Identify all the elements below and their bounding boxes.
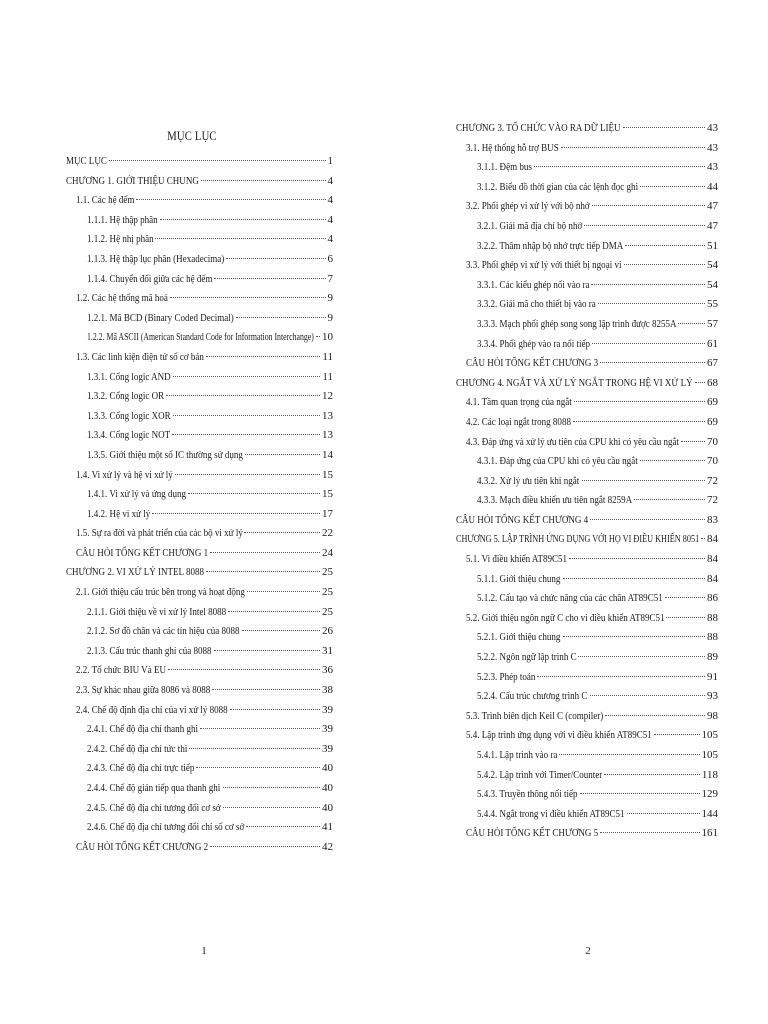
dot-leader bbox=[591, 283, 705, 285]
toc-entry-page: 67 bbox=[707, 357, 718, 370]
dot-leader bbox=[189, 747, 320, 749]
toc-entry-title: CHƯƠNG 5. LẬP TRÌNH ỨNG DỤNG VỚI HỌ VI ĐIỀU KHIỂN 8051 bbox=[456, 533, 700, 546]
toc-entry-title: 4.1. Tầm quan trọng của ngắt bbox=[466, 396, 572, 409]
toc-entry-page: 98 bbox=[707, 709, 718, 722]
toc-entry-title: 5.1.1. Giới thiệu chung bbox=[477, 572, 561, 585]
toc-entry-title: 2.1.1. Giới thiệu về vi xử lý Intel 8088 bbox=[87, 605, 227, 618]
toc-entry[interactable] bbox=[456, 785, 718, 805]
dot-leader bbox=[214, 649, 320, 651]
toc-entry-page: 57 bbox=[707, 317, 718, 330]
dot-leader bbox=[247, 590, 320, 592]
toc-entry[interactable] bbox=[66, 485, 333, 505]
toc-entry-title: 1.4.2. Hệ vi xử lý bbox=[87, 507, 151, 520]
toc-entry-title: 1.1.2. Hệ nhị phân bbox=[87, 233, 154, 246]
dot-leader bbox=[210, 845, 320, 847]
dot-leader bbox=[578, 655, 705, 657]
toc-entry[interactable] bbox=[66, 622, 333, 642]
toc-entry-title: CÂU HỎI TỔNG KẾT CHƯƠNG 5 bbox=[466, 827, 599, 840]
toc-entry-page: 4 bbox=[327, 194, 333, 207]
toc-entry-title: 4.3.3. Mạch điều khiển ưu tiên ngắt 8259A bbox=[477, 494, 633, 507]
toc-entry[interactable] bbox=[456, 354, 718, 374]
toc-entry[interactable] bbox=[456, 335, 718, 355]
toc-entry[interactable] bbox=[66, 524, 333, 544]
toc-entry[interactable] bbox=[66, 387, 333, 407]
toc-entry-page: 42 bbox=[322, 840, 333, 853]
toc-entry-page: 1 bbox=[327, 155, 333, 167]
toc-entry-page: 47 bbox=[707, 219, 718, 232]
toc-entry-page: 47 bbox=[707, 200, 718, 213]
dot-leader bbox=[206, 570, 320, 572]
toc-entry-page: 144 bbox=[701, 807, 718, 820]
toc-entry[interactable] bbox=[456, 746, 718, 766]
toc-entry-title: 1.2.1. Mã BCD (Binary Coded Decimal) bbox=[87, 311, 234, 324]
toc-entry-title: 3.3.1. Các kiểu ghép nối vào ra bbox=[477, 278, 590, 291]
dot-leader bbox=[561, 146, 705, 148]
toc-entry-page: 44 bbox=[707, 180, 718, 193]
toc-entry[interactable] bbox=[66, 152, 333, 172]
toc-entry[interactable] bbox=[66, 779, 333, 799]
toc-entry[interactable] bbox=[456, 530, 718, 550]
dot-leader bbox=[223, 806, 320, 808]
toc-title: MỤC LỤC bbox=[167, 128, 217, 143]
dot-leader bbox=[665, 596, 705, 598]
toc-entry[interactable] bbox=[456, 491, 718, 511]
toc-entry-page: 43 bbox=[707, 122, 718, 134]
toc-entry-title: 2.4.5. Chế độ địa chỉ tương đối cơ sở bbox=[87, 801, 221, 814]
toc-entry[interactable] bbox=[66, 642, 333, 662]
dot-leader bbox=[172, 433, 320, 435]
toc-entry[interactable] bbox=[66, 838, 333, 858]
dot-leader bbox=[573, 420, 705, 422]
dot-leader bbox=[236, 316, 326, 318]
toc-entry-title: 1.4.1. Vi xử lý và ứng dụng bbox=[87, 488, 187, 501]
toc-entry[interactable] bbox=[66, 446, 333, 466]
dot-leader bbox=[624, 263, 705, 265]
toc-entry-page: 6 bbox=[327, 252, 333, 265]
dot-leader bbox=[175, 473, 320, 475]
toc-entry[interactable] bbox=[456, 805, 718, 825]
dot-leader bbox=[584, 224, 705, 226]
toc-entry-page: 22 bbox=[322, 527, 333, 540]
toc-entry-page: 84 bbox=[707, 572, 718, 585]
toc-entry-page: 51 bbox=[707, 239, 718, 252]
toc-entry[interactable] bbox=[66, 230, 333, 250]
toc-entry-title: CÂU HỎI TỔNG KẾT CHƯƠNG 2 bbox=[76, 840, 209, 853]
dot-leader bbox=[598, 302, 705, 304]
dot-leader bbox=[245, 453, 320, 455]
toc-entry-page: 9 bbox=[327, 292, 333, 305]
toc-entry[interactable] bbox=[456, 197, 718, 217]
toc-entry-page: 14 bbox=[322, 448, 333, 461]
toc-entry-title: 3.2.2. Thâm nhập bộ nhớ trực tiếp DMA bbox=[477, 239, 624, 252]
toc-entry-page: 40 bbox=[322, 801, 333, 814]
dot-leader bbox=[666, 616, 705, 618]
dot-leader bbox=[228, 610, 320, 612]
dot-leader bbox=[590, 694, 705, 696]
toc-entry-page: 118 bbox=[701, 768, 718, 781]
toc-entry[interactable] bbox=[66, 720, 333, 740]
toc-entry-page: 15 bbox=[322, 488, 333, 501]
dot-leader bbox=[600, 831, 699, 833]
toc-entry-title: 1.3.4. Cổng logic NOT bbox=[87, 429, 171, 442]
dot-leader bbox=[592, 342, 705, 344]
toc-entry-title: 2.2. Tổ chức BIU Và EU bbox=[76, 664, 166, 677]
toc-entry-page: 4 bbox=[327, 213, 333, 226]
toc-entry-title: 3.1.1. Đệm bus bbox=[477, 161, 532, 174]
toc-entry-page: 69 bbox=[707, 415, 718, 428]
toc-entry-title: 2.3. Sự khác nhau giữa 8086 và 8088 bbox=[76, 684, 211, 697]
dot-leader bbox=[640, 459, 705, 461]
dot-leader bbox=[569, 557, 705, 559]
toc-entry-title: 5.2.4. Cấu trúc chương trình C bbox=[477, 690, 588, 703]
toc-entry-page: 38 bbox=[322, 684, 333, 697]
toc-entry[interactable] bbox=[66, 191, 333, 211]
dot-leader bbox=[200, 727, 320, 729]
dot-leader bbox=[230, 708, 320, 710]
toc-entry-title: CÂU HỎI TỔNG KẾT CHƯƠNG 4 bbox=[456, 513, 589, 526]
dot-leader bbox=[155, 237, 325, 239]
toc-entry-page: 40 bbox=[322, 782, 333, 794]
toc-entry-title: CHƯƠNG 4. NGẮT VÀ XỬ LÝ NGẮT TRONG HỆ VI XỬ LÝ bbox=[456, 376, 693, 389]
toc-entry[interactable] bbox=[66, 309, 333, 329]
toc-entry-page: 88 bbox=[707, 611, 718, 624]
toc-entry-page: 84 bbox=[707, 553, 718, 566]
page-number-right: 2 bbox=[585, 945, 591, 957]
toc-entry-page: 11 bbox=[322, 350, 333, 363]
toc-entry[interactable] bbox=[66, 289, 333, 309]
toc-entry-title: 2.4.4. Chế độ gián tiếp qua thanh ghi bbox=[87, 782, 221, 794]
toc-entry[interactable] bbox=[456, 178, 718, 198]
toc-entry[interactable] bbox=[456, 217, 718, 237]
toc-entry-page: 39 bbox=[322, 703, 333, 716]
dot-leader bbox=[136, 198, 325, 200]
toc-entry[interactable] bbox=[456, 433, 718, 453]
toc-entry-page: 105 bbox=[701, 749, 718, 761]
toc-entry[interactable] bbox=[456, 570, 718, 590]
toc-entry[interactable] bbox=[66, 368, 333, 388]
toc-entry-title: 4.3.2. Xử lý ưu tiên khi ngắt bbox=[477, 474, 580, 487]
toc-list-right bbox=[456, 119, 718, 844]
toc-entry-title: 5.2.3. Phép toán bbox=[477, 670, 536, 683]
dot-leader bbox=[582, 479, 706, 481]
toc-entry-page: 89 bbox=[707, 651, 718, 664]
toc-entry-page: 25 bbox=[322, 605, 333, 618]
dot-leader bbox=[223, 786, 320, 788]
dot-leader bbox=[168, 668, 320, 670]
toc-entry[interactable] bbox=[456, 413, 718, 433]
toc-entry[interactable] bbox=[456, 237, 718, 257]
toc-entry-title: 1.2.2. Mã ASCII (American Standard Code for Information Interchange) bbox=[87, 331, 314, 344]
toc-entry-page: 72 bbox=[707, 494, 718, 507]
toc-entry[interactable] bbox=[66, 740, 333, 760]
toc-entry[interactable] bbox=[456, 158, 718, 178]
toc-entry-title: 2.4.1. Chế độ địa chỉ thanh ghi bbox=[87, 723, 198, 736]
toc-entry-page: 91 bbox=[707, 670, 718, 683]
dot-leader bbox=[226, 257, 326, 259]
toc-entry-title: 3.3.2. Giải mã cho thiết bị vào ra bbox=[477, 298, 596, 311]
toc-entry[interactable] bbox=[66, 172, 333, 192]
right-page bbox=[384, 0, 768, 1024]
toc-entry-title: CHƯƠNG 3. TỔ CHỨC VÀO RA DỮ LIỆU bbox=[456, 122, 621, 134]
toc-entry[interactable] bbox=[66, 466, 333, 486]
toc-entry[interactable] bbox=[66, 270, 333, 290]
toc-entry-page: 69 bbox=[707, 396, 718, 409]
toc-entry-title: 1.1.3. Hệ thập lục phân (Hexadecima) bbox=[87, 252, 225, 265]
toc-entry-page: 11 bbox=[322, 370, 333, 383]
toc-entry-title: 3.3.4. Phối ghép vào ra nối tiếp bbox=[477, 337, 590, 350]
dot-leader bbox=[701, 537, 705, 539]
dot-leader bbox=[627, 812, 700, 814]
toc-entry-title: 5.1. Vi điều khiển AT89C51 bbox=[466, 553, 568, 566]
toc-entry[interactable] bbox=[66, 328, 333, 348]
dot-leader bbox=[580, 792, 700, 794]
toc-entry[interactable] bbox=[456, 393, 718, 413]
toc-entry-title: 5.4.3. Truyền thông nối tiếp bbox=[477, 788, 578, 801]
toc-entry-page: 68 bbox=[707, 376, 718, 389]
toc-entry[interactable] bbox=[456, 119, 718, 139]
toc-entry-title: 3.2. Phối ghép vi xử lý với bộ nhớ bbox=[466, 200, 590, 213]
toc-entry-title: 3.2.1. Giải mã địa chỉ bộ nhớ bbox=[477, 219, 583, 232]
toc-list-left bbox=[66, 152, 333, 857]
toc-entry-title: 5.2. Giới thiệu ngôn ngữ C cho vi điều khiển AT89C51 bbox=[466, 611, 665, 624]
dot-leader bbox=[600, 361, 705, 363]
dot-leader bbox=[604, 773, 699, 775]
dot-leader bbox=[210, 551, 320, 553]
toc-entry-page: 39 bbox=[322, 723, 333, 736]
toc-entry[interactable] bbox=[66, 407, 333, 427]
toc-entry-title: 5.2.1. Giới thiệu chung bbox=[477, 631, 561, 644]
toc-entry[interactable] bbox=[456, 609, 718, 629]
dot-leader bbox=[625, 244, 705, 246]
toc-entry-page: 86 bbox=[707, 592, 718, 605]
dot-leader bbox=[166, 394, 320, 396]
toc-entry-title: 3.3. Phối ghép vi xử lý với thiết bị ngoại vi bbox=[466, 259, 622, 272]
toc-entry-title: 2.1.2. Sơ đồ chân và các tín hiệu của 8088 bbox=[87, 625, 240, 638]
toc-entry[interactable] bbox=[66, 544, 333, 564]
toc-entry[interactable] bbox=[456, 589, 718, 609]
toc-entry-title: 1.1.1. Hệ thập phân bbox=[87, 213, 158, 226]
toc-entry-title: CHƯƠNG 1. GIỚI THIỆU CHUNG bbox=[66, 174, 199, 187]
toc-entry[interactable] bbox=[66, 583, 333, 603]
dot-leader bbox=[592, 204, 705, 206]
dot-leader bbox=[160, 218, 326, 220]
toc-entry-title: 1.3. Các linh kiện điện tử số cơ bản bbox=[76, 350, 204, 363]
toc-entry-title: 5.4.4. Ngắt trong vi điều khiển AT89C51 bbox=[477, 807, 625, 820]
dot-leader bbox=[654, 733, 699, 735]
toc-entry-title: 1.2. Các hệ thống mã hoá bbox=[76, 292, 168, 305]
toc-entry[interactable] bbox=[66, 661, 333, 681]
toc-entry-page: 83 bbox=[707, 513, 718, 526]
toc-entry[interactable] bbox=[456, 452, 718, 472]
toc-entry-page: 13 bbox=[322, 409, 333, 422]
dot-leader bbox=[563, 635, 705, 637]
toc-entry-title: 3.1. Hệ thống hỗ trợ BUS bbox=[466, 141, 559, 154]
toc-entry-page: 61 bbox=[707, 337, 718, 350]
toc-entry-page: 54 bbox=[707, 259, 718, 272]
toc-entry-title: 4.2. Các loại ngắt trong 8088 bbox=[466, 415, 571, 428]
dot-leader bbox=[188, 492, 320, 494]
toc-entry[interactable] bbox=[456, 139, 718, 159]
dot-leader bbox=[574, 400, 705, 402]
dot-leader bbox=[605, 714, 705, 716]
toc-entry-page: 43 bbox=[707, 161, 718, 174]
toc-entry-page: 7 bbox=[327, 272, 333, 285]
dot-leader bbox=[201, 179, 326, 181]
dot-leader bbox=[206, 355, 321, 357]
dot-leader bbox=[244, 531, 320, 533]
toc-entry-title: 1.1. Các hệ đếm bbox=[76, 194, 135, 207]
toc-entry-title: 3.3.3. Mạch phối ghép song song lập trình được 8255A bbox=[477, 317, 677, 330]
dot-leader bbox=[109, 159, 326, 161]
toc-entry-page: 10 bbox=[322, 331, 333, 344]
toc-entry-page: 105 bbox=[701, 729, 718, 742]
toc-entry-title: 5.4.1. Lập trình vào ra bbox=[477, 749, 558, 761]
toc-entry-title: 4.3.1. Đáp ứng của CPU khi có yêu cầu ngắt bbox=[477, 455, 638, 468]
toc-entry-page: 161 bbox=[701, 827, 718, 840]
toc-entry-title: 1.3.1. Cổng logic AND bbox=[87, 370, 171, 383]
toc-entry[interactable] bbox=[456, 668, 718, 688]
toc-entry-page: 25 bbox=[322, 586, 333, 599]
toc-entry[interactable] bbox=[456, 511, 718, 531]
toc-entry-title: CHƯƠNG 2. VI XỬ LÝ INTEL 8088 bbox=[66, 566, 205, 579]
dot-leader bbox=[534, 165, 705, 167]
toc-entry-title: CÂU HỎI TỔNG KẾT CHƯƠNG 3 bbox=[466, 357, 599, 370]
toc-entry-page: 40 bbox=[322, 762, 333, 775]
toc-entry-title: 2.4.3. Chế độ địa chỉ trực tiếp bbox=[87, 762, 195, 775]
toc-entry-title: 1.1.4. Chuyển đổi giữa các hệ đếm bbox=[87, 272, 213, 285]
toc-entry-page: 4 bbox=[327, 174, 333, 187]
toc-entry-page: 54 bbox=[707, 278, 718, 291]
toc-entry[interactable] bbox=[66, 211, 333, 231]
toc-entry-title: 5.1.2. Cấu tạo và chức năng của các chân AT89C51 bbox=[477, 592, 663, 605]
toc-entry[interactable] bbox=[456, 726, 718, 746]
toc-entry-page: 26 bbox=[322, 625, 333, 638]
dot-leader bbox=[623, 126, 705, 128]
toc-entry[interactable] bbox=[66, 799, 333, 819]
toc-entry-title: CÂU HỎI TỔNG KẾT CHƯƠNG 1 bbox=[76, 546, 209, 559]
toc-entry[interactable] bbox=[456, 276, 718, 296]
toc-entry-page: 43 bbox=[707, 141, 718, 154]
toc-entry[interactable] bbox=[66, 426, 333, 446]
toc-entry-page: 24 bbox=[322, 546, 333, 559]
toc-entry[interactable] bbox=[456, 295, 718, 315]
toc-entry[interactable] bbox=[66, 505, 333, 525]
dot-leader bbox=[640, 185, 705, 187]
dot-leader bbox=[170, 296, 326, 298]
dot-leader bbox=[695, 381, 705, 383]
toc-entry-title: 3.1.2. Biểu đồ thời gian của các lệnh đọc ghi bbox=[477, 180, 639, 193]
toc-entry[interactable] bbox=[456, 472, 718, 492]
toc-entry-page: 88 bbox=[707, 631, 718, 644]
toc-entry-page: 84 bbox=[707, 533, 718, 546]
toc-entry-title: 1.3.2. Cổng logic OR bbox=[87, 390, 165, 403]
toc-entry[interactable] bbox=[456, 687, 718, 707]
toc-entry-title: 5.3. Trình biên dịch Keil C (compiler) bbox=[466, 709, 604, 722]
toc-entry-page: 36 bbox=[322, 664, 333, 677]
toc-entry[interactable] bbox=[456, 707, 718, 727]
toc-entry[interactable] bbox=[456, 628, 718, 648]
toc-entry-page: 15 bbox=[322, 468, 333, 481]
toc-entry-title: 2.4.6. Chế độ địa chỉ tương đối chỉ số cơ sở bbox=[87, 821, 245, 834]
toc-entry-page: 55 bbox=[707, 298, 718, 311]
toc-entry[interactable] bbox=[456, 315, 718, 335]
dot-leader bbox=[681, 440, 705, 442]
toc-entry-page: 17 bbox=[322, 507, 333, 520]
dot-leader bbox=[559, 753, 699, 755]
dot-leader bbox=[246, 825, 320, 827]
toc-entry-title: 2.1. Giới thiệu cấu trúc bên trong và hoạt động bbox=[76, 586, 245, 599]
toc-entry-page: 70 bbox=[707, 435, 718, 448]
toc-entry-page: 72 bbox=[707, 474, 718, 487]
toc-entry-page: 12 bbox=[322, 390, 333, 403]
dot-leader bbox=[214, 277, 325, 279]
dot-leader bbox=[678, 322, 705, 324]
toc-entry[interactable] bbox=[456, 648, 718, 668]
toc-entry-title: 1.4. Vi xử lý và hệ vi xử lý bbox=[76, 468, 173, 481]
toc-entry[interactable] bbox=[66, 701, 333, 721]
dot-leader bbox=[242, 629, 320, 631]
toc-entry-title: 1.3.3. Cổng logic XOR bbox=[87, 409, 171, 422]
toc-entry[interactable] bbox=[456, 256, 718, 276]
page-number-left: 1 bbox=[201, 945, 207, 957]
toc-entry[interactable] bbox=[66, 681, 333, 701]
toc-entry[interactable] bbox=[66, 563, 333, 583]
dot-leader bbox=[152, 512, 320, 514]
toc-entry[interactable] bbox=[66, 603, 333, 623]
toc-entry-page: 4 bbox=[327, 233, 333, 246]
toc-entry-page: 41 bbox=[322, 821, 333, 834]
toc-entry-title: 1.5. Sự ra đời và phát triển của các bộ vi xử lý bbox=[76, 527, 243, 540]
toc-entry-title: 2.1.3. Cấu trúc thanh ghi của 8088 bbox=[87, 644, 212, 657]
toc-entry-title: 2.4.2. Chế độ địa chỉ tức thì bbox=[87, 742, 188, 755]
dot-leader bbox=[212, 688, 320, 690]
toc-entry-title: 5.2.2. Ngôn ngữ lập trình C bbox=[477, 651, 577, 664]
dot-leader bbox=[563, 577, 705, 579]
toc-entry-page: 39 bbox=[322, 742, 333, 755]
toc-entry-page: 70 bbox=[707, 455, 718, 468]
toc-entry-title: 5.4. Lập trình ứng dụng với vi điều khiển AT89C51 bbox=[466, 729, 652, 742]
toc-entry-page: 93 bbox=[707, 690, 718, 703]
toc-entry-title: MỤC LỤC bbox=[66, 155, 107, 167]
dot-leader bbox=[634, 498, 705, 500]
toc-entry-title: 2.4. Chế độ định địa chỉ của vi xử lý 8088 bbox=[76, 703, 228, 716]
toc-entry[interactable] bbox=[66, 818, 333, 838]
dot-leader bbox=[590, 518, 705, 520]
toc-entry-title: 4.3. Đáp ứng và xử lý ưu tiên của CPU khi có yêu cầu ngắt bbox=[466, 435, 680, 448]
dot-leader bbox=[173, 375, 321, 377]
dot-leader bbox=[196, 766, 320, 768]
toc-entry[interactable] bbox=[456, 550, 718, 570]
toc-entry-title: 1.3.5. Giới thiệu một số IC thường sử dụng bbox=[87, 448, 243, 461]
toc-entry[interactable] bbox=[66, 250, 333, 270]
toc-entry[interactable] bbox=[456, 374, 718, 394]
toc-entry-page: 129 bbox=[701, 788, 718, 801]
toc-entry[interactable] bbox=[456, 766, 718, 786]
toc-entry-page: 13 bbox=[322, 429, 333, 442]
dot-leader bbox=[537, 675, 705, 677]
toc-entry-page: 25 bbox=[322, 566, 333, 579]
toc-entry[interactable] bbox=[66, 348, 333, 368]
toc-entry[interactable] bbox=[456, 824, 718, 844]
dot-leader bbox=[173, 414, 320, 416]
dot-leader bbox=[316, 335, 320, 337]
toc-entry-page: 31 bbox=[322, 644, 333, 657]
toc-entry-page: 9 bbox=[327, 311, 333, 324]
toc-entry[interactable] bbox=[66, 759, 333, 779]
toc-entry-title: 5.4.2. Lập trình với Timer/Counter bbox=[477, 768, 603, 781]
